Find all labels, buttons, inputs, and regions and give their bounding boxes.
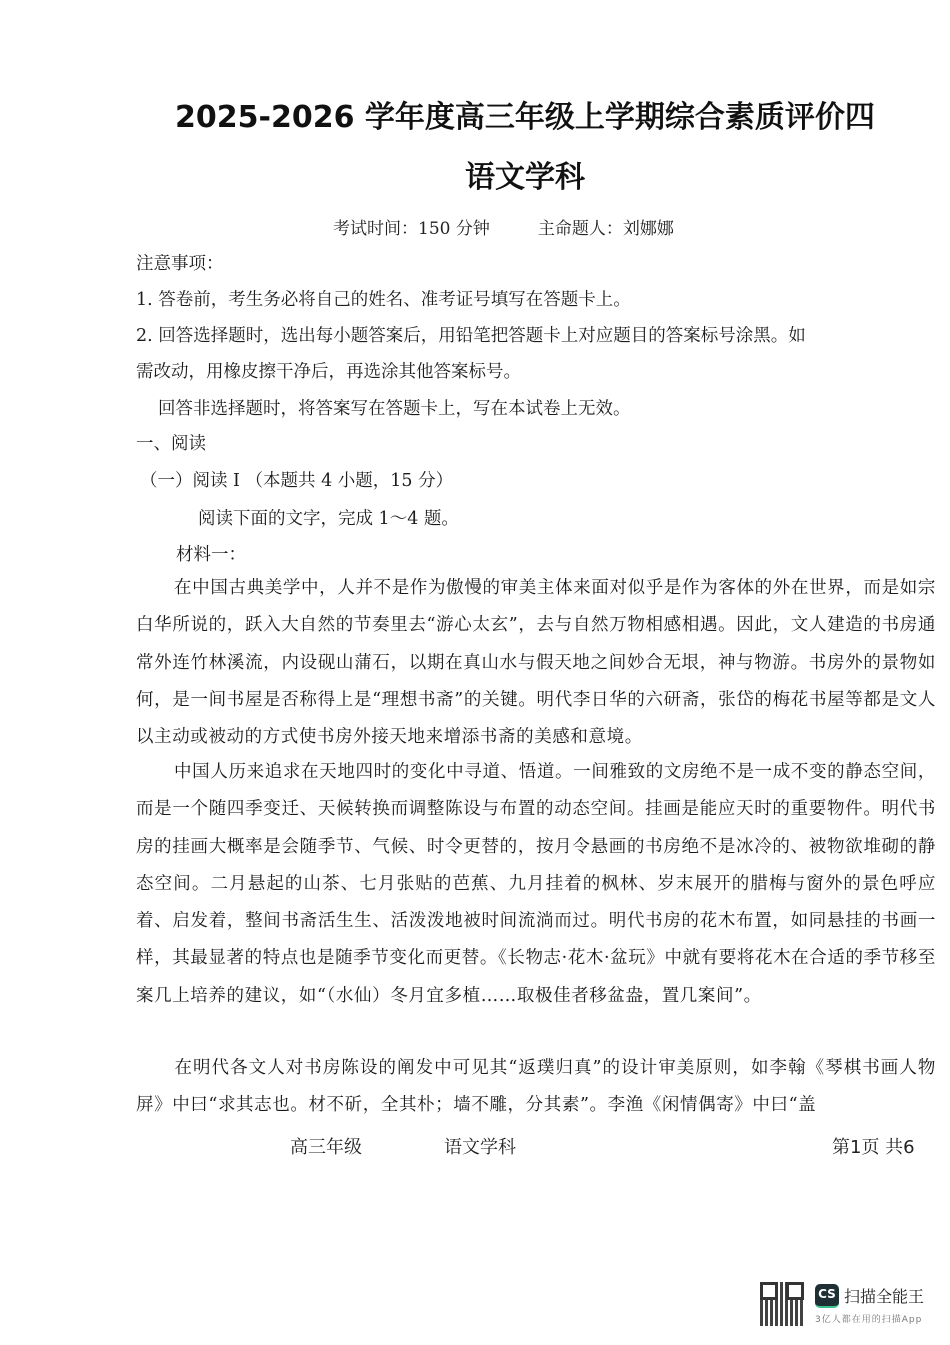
exam-meta	[333, 214, 674, 239]
exam-time: 考试时间：150 分钟	[333, 219, 490, 239]
qr-code-icon	[760, 1282, 804, 1326]
exam-title: 2025-2026 学年度高三年级上学期综合素质评价四	[175, 100, 875, 135]
scanner-app-name: 扫描全能王	[844, 1287, 925, 1306]
paragraph-2	[136, 754, 936, 1015]
subject-title: 语文学科	[465, 160, 585, 195]
paragraph-2-text: 中国人历来追求在天地四时的变化中寻道、悟道。一间雅致的文房绝不是一成不变的静态空间，而是一个随四季变迁、天候转换而调整陈设与布置的动态空间。挂画是能应天时的重要物件。明代书房的挂画大概率是会随季节、气候、时令更替的，按月令悬画的书房绝不是冰冷的、被物欲堆砌的静态空间。二月悬起的山茶、七月张贴的芭蕉、九月挂着的枫林、岁末展开的腊梅与窗外的景色呼应着、启发着，整间书斋活生生、活泼泼地被时间流淌而过。明代书房的花木布置，如同悬挂的书画一样，其最显著的特点也是随季节变化而更替。《长物志·花木·盆玩》中就有要将花木在合适的季节移至案几上培养的建议，如“（水仙）冬月宜多植……取极佳者移盆盎，置几案间”。	[136, 762, 936, 1006]
material-label: 材料一：	[176, 545, 246, 565]
paragraph-3-text: 在明代各文人对书房陈设的阐发中可见其“返璞归真”的设计审美原则，如李翰《琴棋书画人物屏》中曰“求其志也。材不斫，全其朴；墙不雕，分其素”。李渔《闲情偶寄》中曰“盖	[136, 1058, 936, 1116]
exam-author: 主命题人：刘娜娜	[537, 219, 674, 239]
notice-item-2-cont: 需改动，用橡皮擦干净后，再选涂其他答案标号。	[136, 362, 521, 382]
footer-subject: 语文学科	[444, 1137, 516, 1158]
scanner-tagline: 3亿人都在用的扫描App	[815, 1315, 923, 1325]
notice-heading: 注意事项：	[136, 254, 224, 274]
section-instruction: 阅读下面的文字，完成 1～4 题。	[198, 509, 459, 529]
camscanner-logo-icon: CS	[815, 1284, 839, 1308]
paragraph-1-text: 在中国古典美学中，人并不是作为傲慢的审美主体来面对似乎是作为客体的外在世界，而是如宗白华所说的，跃入大自然的节奏里去“游心太玄”，去与自然万物相感相遇。因此，文人建造的书房通常外连竹林溪流，内设砚山蒲石，以期在真山水与假天地之间妙合无垠，神与物游。书房外的景物如何，是一间书屋是否称得上是“理想书斋”的关键。明代李日华的六研斋，张岱的梅花书屋等都是文人以主动或被动的方式使书房外接天地来增添书斋的美感和意境。	[136, 578, 936, 748]
footer-page: 第1页 共6	[832, 1137, 915, 1158]
paragraph-3	[136, 1050, 936, 1125]
scanner-watermark	[760, 1280, 940, 1330]
footer-grade: 高三年级	[290, 1137, 362, 1158]
paragraph-1	[136, 570, 936, 756]
section-sub-heading: （一）阅读 I （本题共 4 小题，15 分）	[140, 471, 454, 491]
notice-item-2: 2. 回答选择题时，选出每小题答案后，用铅笔把答题卡上对应题目的答案标号涂黑。如	[136, 326, 806, 346]
notice-item-1: 1. 答卷前，考生务必将自己的姓名、准考证号填写在答题卡上。	[136, 290, 631, 310]
notice-item-3: 回答非选择题时，将答案写在答题卡上，写在本试卷上无效。	[158, 399, 631, 419]
section-heading: 一、阅读	[136, 434, 206, 454]
